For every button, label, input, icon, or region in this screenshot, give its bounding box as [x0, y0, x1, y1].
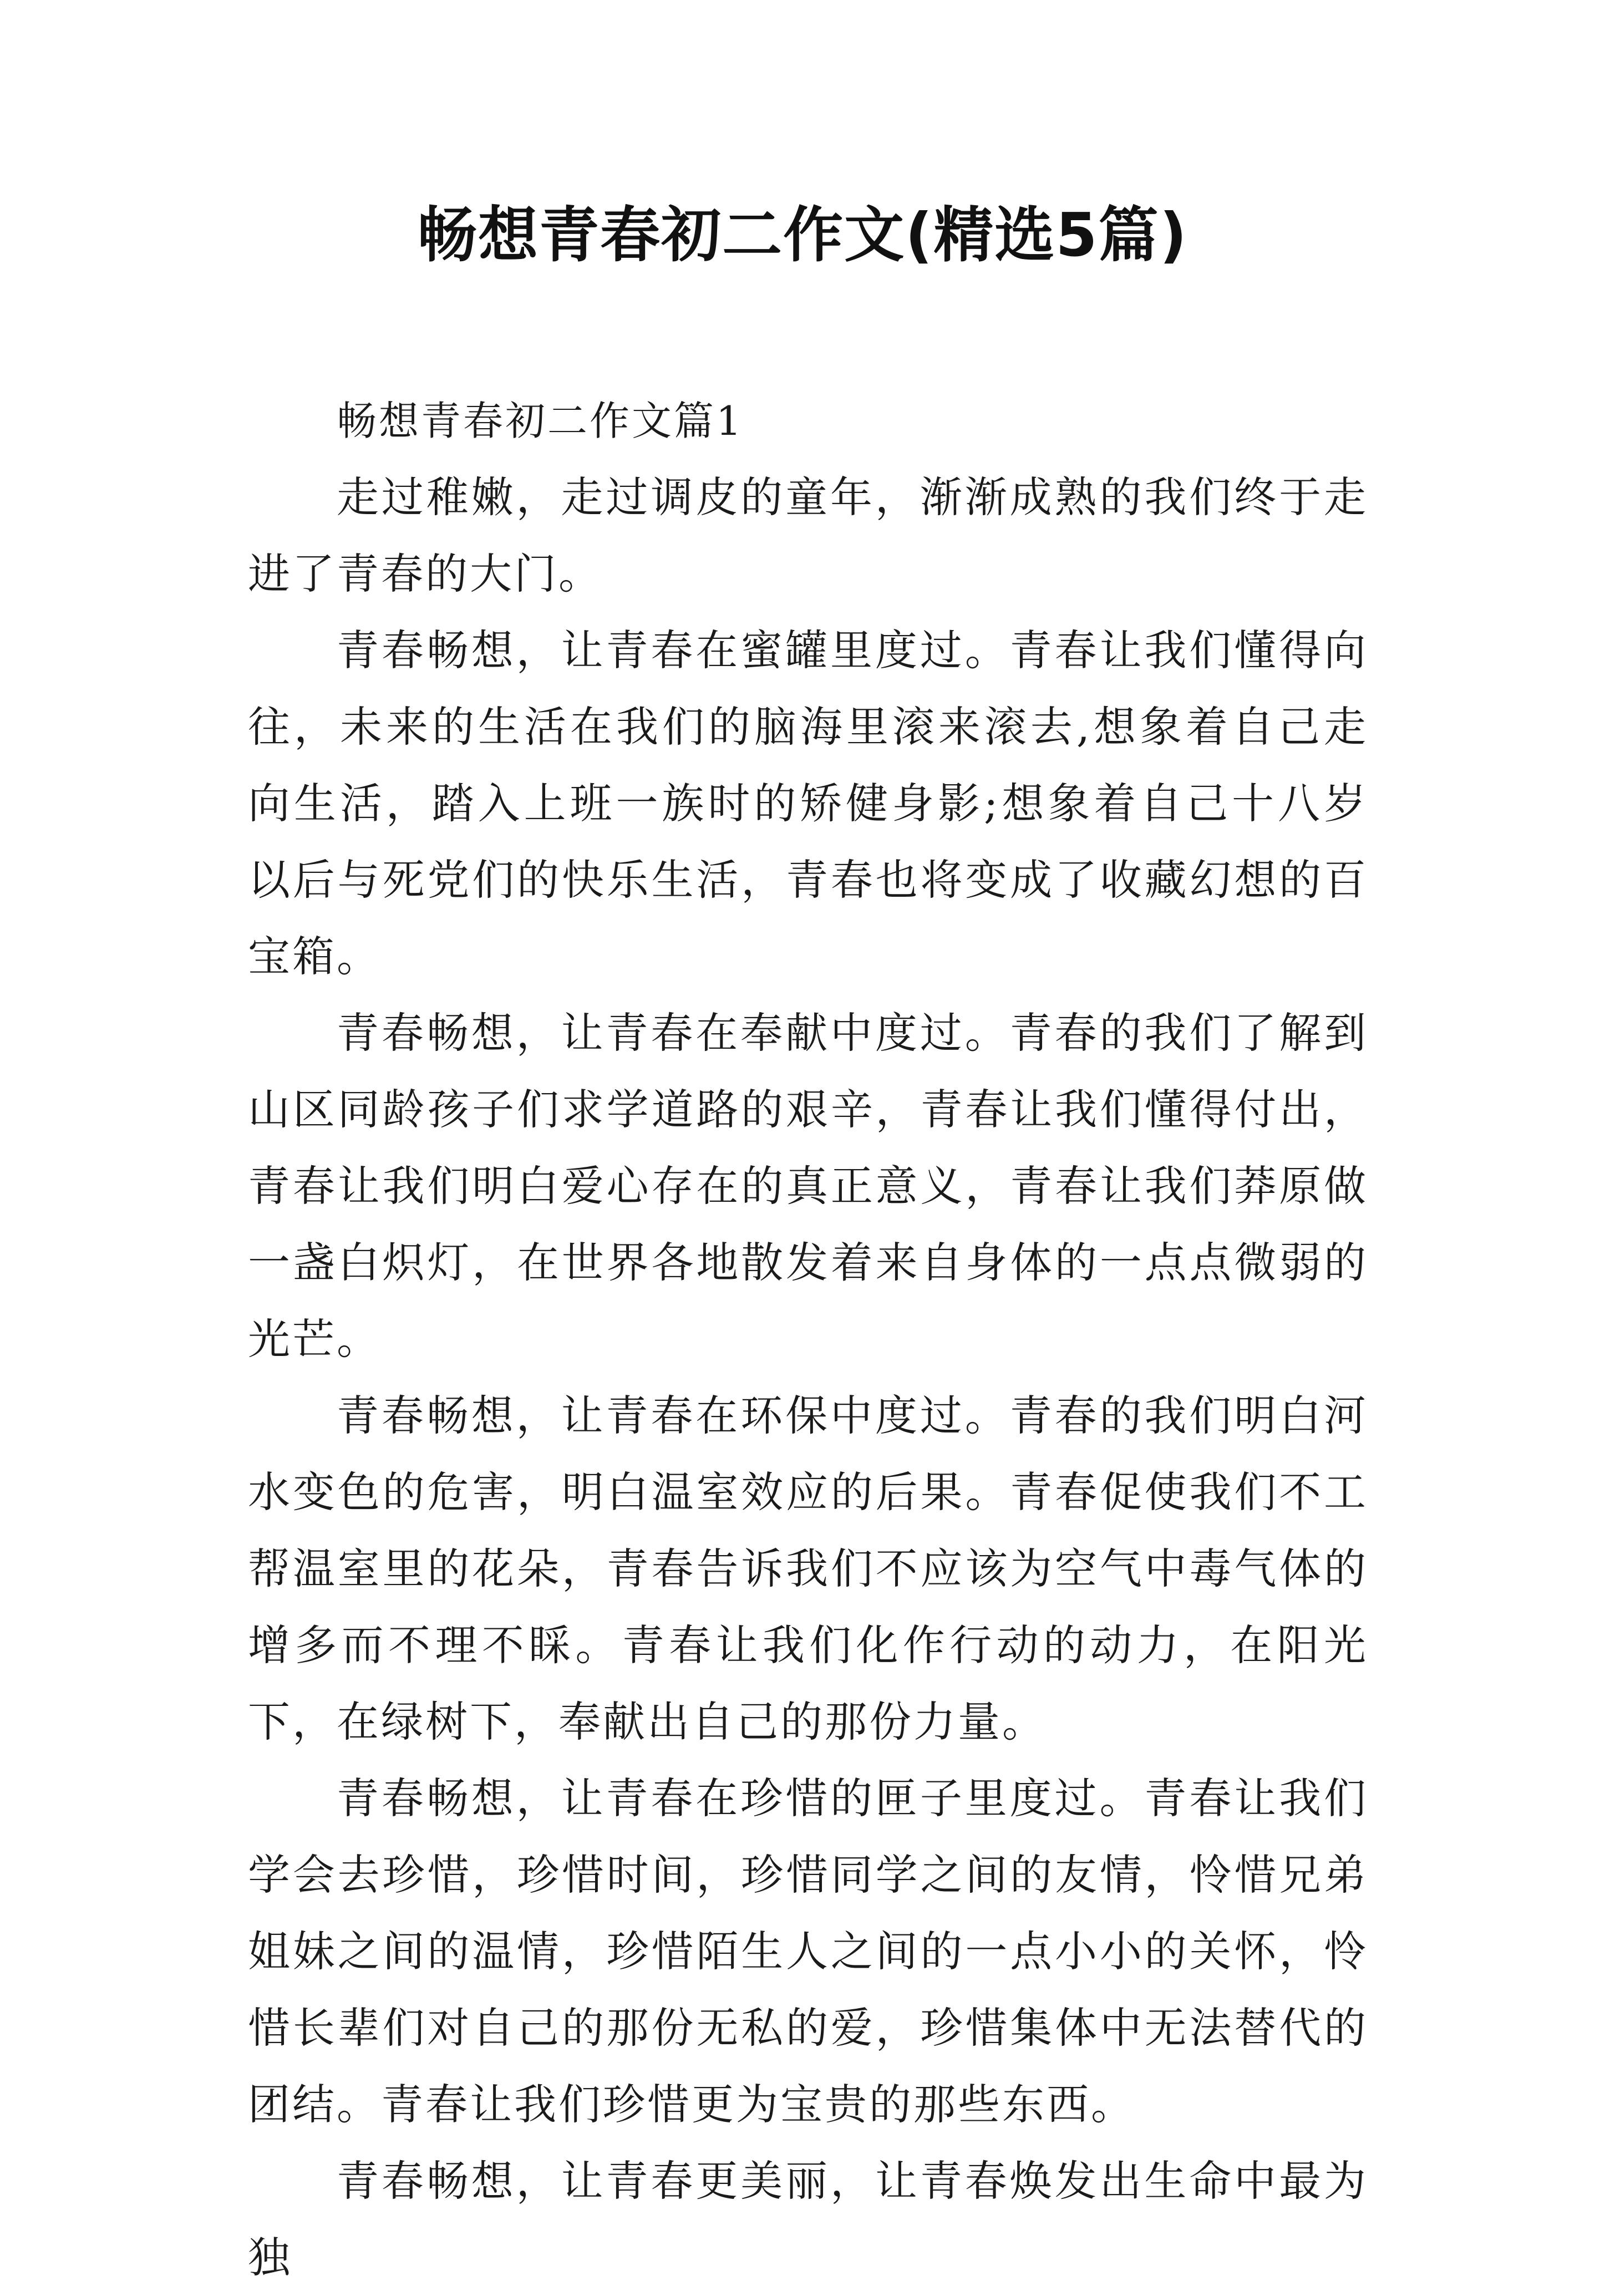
document-body — [248, 383, 1368, 2296]
document-title: 畅想青春初二作文(精选5篇) — [417, 201, 1188, 270]
paragraph-3: 青春畅想，让青春在奉献中度过。青春的我们了解到山区同龄孩子们求学道路的艰辛，青春让我们懂得付出，青春让我们明白爱心存在的真正意义，青春让我们莽原做一盏白炽灯，在世界各地散发着来自身体的一点点微弱的光芒。 — [248, 1008, 1368, 1364]
paragraph-5: 青春畅想，让青春在珍惜的匣子里度过。青春让我们学会去珍惜，珍惜时间，珍惜同学之间的友情，怜惜兄弟姐妹之间的温情，珍惜陌生人之间的一点小小的关怀，怜惜长辈们对自己的那份无私的爱，珍惜集体中无法替代的团结。青春让我们珍惜更为宝贵的那些东西。 — [248, 1774, 1368, 2129]
section-heading: 畅想青春初二作文篇1 — [337, 398, 744, 444]
paragraph-4: 青春畅想，让青春在环保中度过。青春的我们明白河水变色的危害，明白温室效应的后果。青春促使我们不工帮温室里的花朵，青春告诉我们不应该为空气中毒气体的增多而不理不睬。青春让我们化作行动的动力，在阳光下，在绿树下，奉献出自己的那份力量。 — [248, 1391, 1368, 1746]
paragraph-1: 走过稚嫩，走过调皮的童年，渐渐成熟的我们终于走进了青春的大门。 — [248, 473, 1368, 598]
paragraph-2: 青春畅想，让青春在蜜罐里度过。青春让我们懂得向往，未来的生活在我们的脑海里滚来滚去,想象着自己走向生活，踏入上班一族时的矫健身影;想象着自己十八岁以后与死党们的快乐生活，青春也将变成了收藏幻想的百宝箱。 — [248, 626, 1368, 981]
paragraph-6: 青春畅想，让青春更美丽，让青春焕发出生命中最为独 — [248, 2156, 1368, 2282]
